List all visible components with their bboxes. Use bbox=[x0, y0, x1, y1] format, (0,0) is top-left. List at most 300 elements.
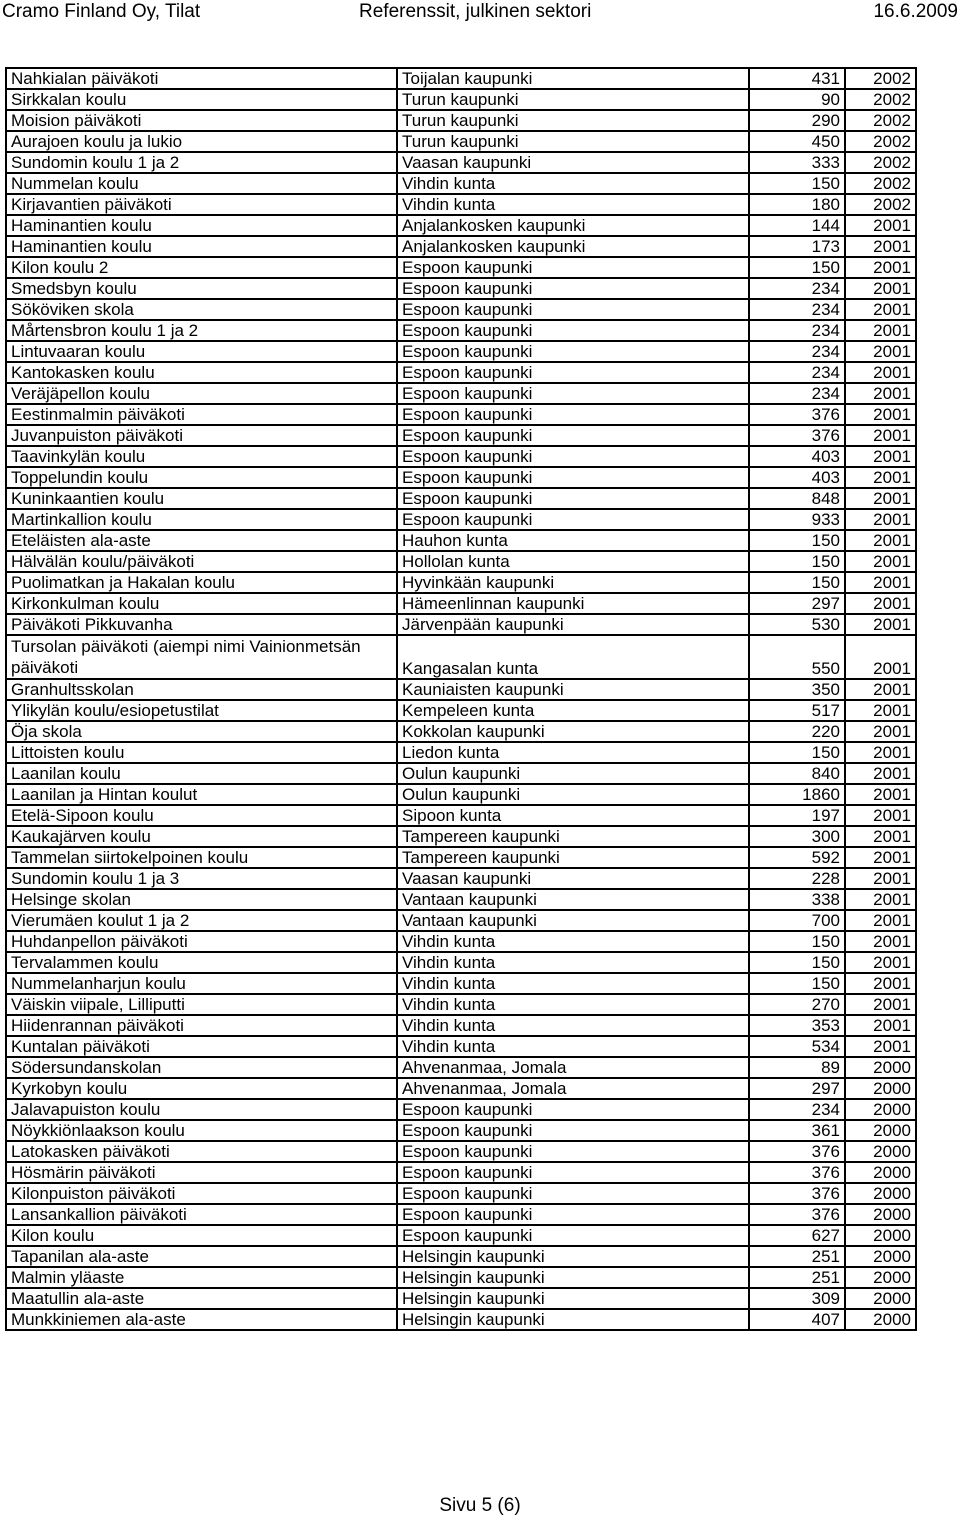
year-cell: 2000 bbox=[845, 1225, 916, 1246]
client-cell: Espoon kaupunki bbox=[397, 278, 749, 299]
client-cell: Tampereen kaupunki bbox=[397, 826, 749, 847]
document-date: 16.6.2009 bbox=[873, 1, 958, 22]
table-row bbox=[6, 1078, 916, 1099]
client-cell: Hauhon kunta bbox=[397, 530, 749, 551]
area-cell: 530 bbox=[749, 614, 845, 635]
year-cell: 2000 bbox=[845, 1246, 916, 1267]
project-name-cell: Södersundanskolan bbox=[6, 1057, 397, 1078]
client-cell: Vihdin kunta bbox=[397, 1036, 749, 1057]
table-row bbox=[6, 826, 916, 847]
area-cell: 150 bbox=[749, 931, 845, 952]
year-cell: 2001 bbox=[845, 700, 916, 721]
year-cell: 2001 bbox=[845, 530, 916, 551]
project-name-cell: Munkkiniemen ala-aste bbox=[6, 1309, 397, 1330]
table-row bbox=[6, 89, 916, 110]
year-cell: 2001 bbox=[845, 868, 916, 889]
area-cell: 251 bbox=[749, 1246, 845, 1267]
area-cell: 592 bbox=[749, 847, 845, 868]
table-row bbox=[6, 467, 916, 488]
area-cell: 234 bbox=[749, 278, 845, 299]
project-name-cell: Sirkkalan koulu bbox=[6, 89, 397, 110]
document-title: Referenssit, julkinen sektori bbox=[359, 1, 592, 22]
table-row bbox=[6, 194, 916, 215]
client-cell: Espoon kaupunki bbox=[397, 362, 749, 383]
client-cell: Helsingin kaupunki bbox=[397, 1309, 749, 1330]
year-cell: 2000 bbox=[845, 1078, 916, 1099]
client-cell: Tampereen kaupunki bbox=[397, 847, 749, 868]
year-cell: 2001 bbox=[845, 215, 916, 236]
table-row bbox=[6, 1015, 916, 1036]
year-cell: 2001 bbox=[845, 910, 916, 931]
area-cell: 251 bbox=[749, 1267, 845, 1288]
client-cell: Oulun kaupunki bbox=[397, 784, 749, 805]
area-cell: 333 bbox=[749, 152, 845, 173]
table-row bbox=[6, 1162, 916, 1183]
table-row bbox=[6, 1288, 916, 1309]
area-cell: 550 bbox=[749, 635, 845, 679]
year-cell: 2000 bbox=[845, 1183, 916, 1204]
project-name-cell: Nöykkiönlaakson koulu bbox=[6, 1120, 397, 1141]
year-cell: 2001 bbox=[845, 341, 916, 362]
project-name-cell: Kyrkobyn koulu bbox=[6, 1078, 397, 1099]
project-name-cell: Jalavapuiston koulu bbox=[6, 1099, 397, 1120]
area-cell: 376 bbox=[749, 425, 845, 446]
project-name-cell: Nummelanharjun koulu bbox=[6, 973, 397, 994]
table-row bbox=[6, 952, 916, 973]
client-cell: Turun kaupunki bbox=[397, 89, 749, 110]
project-name-cell: Laanilan koulu bbox=[6, 763, 397, 784]
project-name-cell: Smedsbyn koulu bbox=[6, 278, 397, 299]
area-cell: 300 bbox=[749, 826, 845, 847]
project-name-cell: Sököviken skola bbox=[6, 299, 397, 320]
project-name-cell: Veräjäpellon koulu bbox=[6, 383, 397, 404]
area-cell: 234 bbox=[749, 1099, 845, 1120]
area-cell: 933 bbox=[749, 509, 845, 530]
table-row bbox=[6, 1057, 916, 1078]
project-name-cell: Kilonpuiston päiväkoti bbox=[6, 1183, 397, 1204]
client-cell: Espoon kaupunki bbox=[397, 488, 749, 509]
client-cell: Hyvinkään kaupunki bbox=[397, 572, 749, 593]
project-name-cell: Kantokasken koulu bbox=[6, 362, 397, 383]
year-cell: 2002 bbox=[845, 110, 916, 131]
client-cell: Kokkolan kaupunki bbox=[397, 721, 749, 742]
area-cell: 180 bbox=[749, 194, 845, 215]
project-name-cell: Lansankallion päiväkoti bbox=[6, 1204, 397, 1225]
client-cell: Espoon kaupunki bbox=[397, 299, 749, 320]
table-row bbox=[6, 1120, 916, 1141]
company-name: Cramo Finland Oy, Tilat bbox=[2, 1, 201, 22]
project-name-cell: Tapanilan ala-aste bbox=[6, 1246, 397, 1267]
client-cell: Turun kaupunki bbox=[397, 110, 749, 131]
project-name-cell: Öja skola bbox=[6, 721, 397, 742]
client-cell: Espoon kaupunki bbox=[397, 257, 749, 278]
year-cell: 2001 bbox=[845, 805, 916, 826]
table-row bbox=[6, 257, 916, 278]
project-name-cell: Hösmärin päiväkoti bbox=[6, 1162, 397, 1183]
project-name-cell: Haminantien koulu bbox=[6, 236, 397, 257]
year-cell: 2000 bbox=[845, 1057, 916, 1078]
client-cell: Espoon kaupunki bbox=[397, 341, 749, 362]
year-cell: 2001 bbox=[845, 404, 916, 425]
area-cell: 353 bbox=[749, 1015, 845, 1036]
area-cell: 534 bbox=[749, 1036, 845, 1057]
area-cell: 220 bbox=[749, 721, 845, 742]
area-cell: 403 bbox=[749, 467, 845, 488]
client-cell: Vaasan kaupunki bbox=[397, 868, 749, 889]
project-name-cell: Kirkonkulman koulu bbox=[6, 593, 397, 614]
table-row bbox=[6, 572, 916, 593]
table-row bbox=[6, 1309, 916, 1330]
area-cell: 338 bbox=[749, 889, 845, 910]
client-cell: Espoon kaupunki bbox=[397, 404, 749, 425]
project-name-cell: Granhultsskolan bbox=[6, 679, 397, 700]
area-cell: 627 bbox=[749, 1225, 845, 1246]
table-row bbox=[6, 530, 916, 551]
client-cell: Espoon kaupunki bbox=[397, 467, 749, 488]
area-cell: 173 bbox=[749, 236, 845, 257]
table-row bbox=[6, 1036, 916, 1057]
area-cell: 290 bbox=[749, 110, 845, 131]
client-cell: Espoon kaupunki bbox=[397, 320, 749, 341]
project-name-cell: Haminantien koulu bbox=[6, 215, 397, 236]
client-cell: Vantaan kaupunki bbox=[397, 910, 749, 931]
area-cell: 150 bbox=[749, 742, 845, 763]
project-name-cell: Littoisten koulu bbox=[6, 742, 397, 763]
area-cell: 150 bbox=[749, 530, 845, 551]
table-row bbox=[6, 1267, 916, 1288]
area-cell: 228 bbox=[749, 868, 845, 889]
table-row bbox=[6, 425, 916, 446]
area-cell: 150 bbox=[749, 952, 845, 973]
area-cell: 150 bbox=[749, 973, 845, 994]
year-cell: 2001 bbox=[845, 614, 916, 635]
project-name-cell: Maatullin ala-aste bbox=[6, 1288, 397, 1309]
project-name-cell: Kuntalan päiväkoti bbox=[6, 1036, 397, 1057]
area-cell: 197 bbox=[749, 805, 845, 826]
area-cell: 450 bbox=[749, 131, 845, 152]
table-row bbox=[6, 236, 916, 257]
area-cell: 270 bbox=[749, 994, 845, 1015]
area-cell: 403 bbox=[749, 446, 845, 467]
client-cell: Espoon kaupunki bbox=[397, 1204, 749, 1225]
table-row bbox=[6, 341, 916, 362]
client-cell: Vihdin kunta bbox=[397, 931, 749, 952]
client-cell: Anjalankosken kaupunki bbox=[397, 236, 749, 257]
project-name-cell: Sundomin koulu 1 ja 2 bbox=[6, 152, 397, 173]
year-cell: 2001 bbox=[845, 299, 916, 320]
year-cell: 2002 bbox=[845, 173, 916, 194]
table-row bbox=[6, 931, 916, 952]
table-row bbox=[6, 173, 916, 194]
client-cell: Espoon kaupunki bbox=[397, 446, 749, 467]
year-cell: 2001 bbox=[845, 572, 916, 593]
client-cell: Turun kaupunki bbox=[397, 131, 749, 152]
table-row bbox=[6, 551, 916, 572]
table-row bbox=[6, 509, 916, 530]
area-cell: 517 bbox=[749, 700, 845, 721]
project-name-cell: Nummelan koulu bbox=[6, 173, 397, 194]
table-row bbox=[6, 152, 916, 173]
project-name-cell: Nahkialan päiväkoti bbox=[6, 68, 397, 89]
table-row bbox=[6, 1225, 916, 1246]
year-cell: 2001 bbox=[845, 383, 916, 404]
year-cell: 2001 bbox=[845, 931, 916, 952]
area-cell: 89 bbox=[749, 1057, 845, 1078]
area-cell: 90 bbox=[749, 89, 845, 110]
project-name-cell: Mårtensbron koulu 1 ja 2 bbox=[6, 320, 397, 341]
area-cell: 234 bbox=[749, 299, 845, 320]
client-cell: Vihdin kunta bbox=[397, 173, 749, 194]
year-cell: 2001 bbox=[845, 467, 916, 488]
year-cell: 2001 bbox=[845, 320, 916, 341]
table-row bbox=[6, 1183, 916, 1204]
client-cell: Ahvenanmaa, Jomala bbox=[397, 1078, 749, 1099]
year-cell: 2001 bbox=[845, 635, 916, 679]
area-cell: 848 bbox=[749, 488, 845, 509]
year-cell: 2000 bbox=[845, 1267, 916, 1288]
area-cell: 234 bbox=[749, 341, 845, 362]
client-cell: Vihdin kunta bbox=[397, 194, 749, 215]
table-row bbox=[6, 593, 916, 614]
table-row bbox=[6, 1204, 916, 1225]
year-cell: 2001 bbox=[845, 362, 916, 383]
table-row bbox=[6, 614, 916, 635]
table-row bbox=[6, 635, 916, 679]
client-cell: Vantaan kaupunki bbox=[397, 889, 749, 910]
reference-table-body bbox=[6, 68, 916, 1330]
project-name-cell: Kirjavantien päiväkoti bbox=[6, 194, 397, 215]
project-name-cell: Eteläisten ala-aste bbox=[6, 530, 397, 551]
table-row bbox=[6, 446, 916, 467]
client-cell: Espoon kaupunki bbox=[397, 1162, 749, 1183]
project-name-cell: Etelä-Sipoon koulu bbox=[6, 805, 397, 826]
table-row bbox=[6, 404, 916, 425]
area-cell: 407 bbox=[749, 1309, 845, 1330]
client-cell: Anjalankosken kaupunki bbox=[397, 215, 749, 236]
project-name-cell: Hiidenrannan päiväkoti bbox=[6, 1015, 397, 1036]
year-cell: 2001 bbox=[845, 425, 916, 446]
year-cell: 2001 bbox=[845, 847, 916, 868]
table-row bbox=[6, 68, 916, 89]
year-cell: 2001 bbox=[845, 551, 916, 572]
project-name-cell: Kilon koulu bbox=[6, 1225, 397, 1246]
year-cell: 2001 bbox=[845, 889, 916, 910]
year-cell: 2001 bbox=[845, 994, 916, 1015]
client-cell: Vihdin kunta bbox=[397, 1015, 749, 1036]
client-cell: Oulun kaupunki bbox=[397, 763, 749, 784]
year-cell: 2001 bbox=[845, 742, 916, 763]
project-name-cell: Laanilan ja Hintan koulut bbox=[6, 784, 397, 805]
project-name-cell: Latokasken päiväkoti bbox=[6, 1141, 397, 1162]
year-cell: 2001 bbox=[845, 784, 916, 805]
year-cell: 2001 bbox=[845, 593, 916, 614]
client-cell: Espoon kaupunki bbox=[397, 509, 749, 530]
table-row bbox=[6, 889, 916, 910]
client-cell: Toijalan kaupunki bbox=[397, 68, 749, 89]
area-cell: 297 bbox=[749, 593, 845, 614]
table-row bbox=[6, 320, 916, 341]
year-cell: 2001 bbox=[845, 446, 916, 467]
year-cell: 2001 bbox=[845, 973, 916, 994]
project-name-cell: Lintuvaaran koulu bbox=[6, 341, 397, 362]
area-cell: 150 bbox=[749, 173, 845, 194]
area-cell: 376 bbox=[749, 1204, 845, 1225]
year-cell: 2000 bbox=[845, 1099, 916, 1120]
project-name-cell: Aurajoen koulu ja lukio bbox=[6, 131, 397, 152]
project-name-cell: Tursolan päiväkoti (aiempi nimi Vainionmetsän päiväkoti bbox=[6, 635, 397, 679]
client-cell: Espoon kaupunki bbox=[397, 1225, 749, 1246]
client-cell: Espoon kaupunki bbox=[397, 1141, 749, 1162]
project-name-cell: Tervalammen koulu bbox=[6, 952, 397, 973]
area-cell: 1860 bbox=[749, 784, 845, 805]
area-cell: 297 bbox=[749, 1078, 845, 1099]
client-cell: Helsingin kaupunki bbox=[397, 1288, 749, 1309]
project-name-cell: Martinkallion koulu bbox=[6, 509, 397, 530]
table-row bbox=[6, 994, 916, 1015]
table-row bbox=[6, 700, 916, 721]
client-cell: Helsingin kaupunki bbox=[397, 1267, 749, 1288]
table-row bbox=[6, 721, 916, 742]
project-name-cell: Kaukajärven koulu bbox=[6, 826, 397, 847]
page-header bbox=[0, 0, 960, 26]
year-cell: 2000 bbox=[845, 1162, 916, 1183]
table-row bbox=[6, 763, 916, 784]
project-name-cell: Vierumäen koulut 1 ja 2 bbox=[6, 910, 397, 931]
year-cell: 2001 bbox=[845, 763, 916, 784]
project-name-cell: Malmin yläaste bbox=[6, 1267, 397, 1288]
client-cell: Hämeenlinnan kaupunki bbox=[397, 593, 749, 614]
area-cell: 150 bbox=[749, 257, 845, 278]
year-cell: 2001 bbox=[845, 679, 916, 700]
client-cell: Hollolan kunta bbox=[397, 551, 749, 572]
project-name-cell: Huhdanpellon päiväkoti bbox=[6, 931, 397, 952]
year-cell: 2000 bbox=[845, 1309, 916, 1330]
table-row bbox=[6, 910, 916, 931]
year-cell: 2001 bbox=[845, 1036, 916, 1057]
year-cell: 2000 bbox=[845, 1120, 916, 1141]
table-row bbox=[6, 278, 916, 299]
client-cell: Järvenpään kaupunki bbox=[397, 614, 749, 635]
year-cell: 2002 bbox=[845, 152, 916, 173]
area-cell: 700 bbox=[749, 910, 845, 931]
client-cell: Espoon kaupunki bbox=[397, 1099, 749, 1120]
table-row bbox=[6, 679, 916, 700]
client-cell: Espoon kaupunki bbox=[397, 1183, 749, 1204]
area-cell: 144 bbox=[749, 215, 845, 236]
client-cell: Vihdin kunta bbox=[397, 952, 749, 973]
year-cell: 2002 bbox=[845, 194, 916, 215]
area-cell: 361 bbox=[749, 1120, 845, 1141]
table-row bbox=[6, 215, 916, 236]
table-row bbox=[6, 868, 916, 889]
project-name-cell: Kilon koulu 2 bbox=[6, 257, 397, 278]
year-cell: 2001 bbox=[845, 952, 916, 973]
client-cell: Espoon kaupunki bbox=[397, 1120, 749, 1141]
area-cell: 309 bbox=[749, 1288, 845, 1309]
project-name-cell: Eestinmalmin päiväkoti bbox=[6, 404, 397, 425]
table-row bbox=[6, 1099, 916, 1120]
year-cell: 2001 bbox=[845, 509, 916, 530]
year-cell: 2001 bbox=[845, 488, 916, 509]
reference-table bbox=[5, 67, 917, 1331]
area-cell: 376 bbox=[749, 1162, 845, 1183]
year-cell: 2000 bbox=[845, 1204, 916, 1225]
year-cell: 2001 bbox=[845, 236, 916, 257]
table-row bbox=[6, 131, 916, 152]
table-row bbox=[6, 383, 916, 404]
project-name-cell: Juvanpuiston päiväkoti bbox=[6, 425, 397, 446]
client-cell: Kangasalan kunta bbox=[397, 635, 749, 679]
table-row bbox=[6, 1246, 916, 1267]
year-cell: 2001 bbox=[845, 257, 916, 278]
project-name-cell: Puolimatkan ja Hakalan koulu bbox=[6, 572, 397, 593]
area-cell: 376 bbox=[749, 1141, 845, 1162]
year-cell: 2000 bbox=[845, 1141, 916, 1162]
table-row bbox=[6, 784, 916, 805]
table-row bbox=[6, 973, 916, 994]
client-cell: Kauniaisten kaupunki bbox=[397, 679, 749, 700]
project-name-cell: Ylikylän koulu/esiopetustilat bbox=[6, 700, 397, 721]
client-cell: Kempeleen kunta bbox=[397, 700, 749, 721]
year-cell: 2001 bbox=[845, 721, 916, 742]
client-cell: Espoon kaupunki bbox=[397, 383, 749, 404]
year-cell: 2001 bbox=[845, 1015, 916, 1036]
project-name-cell: Helsinge skolan bbox=[6, 889, 397, 910]
page-number: Sivu 5 (6) bbox=[439, 1495, 521, 1516]
project-name-cell: Kuninkaantien koulu bbox=[6, 488, 397, 509]
table-row bbox=[6, 1141, 916, 1162]
client-cell: Liedon kunta bbox=[397, 742, 749, 763]
client-cell: Sipoon kunta bbox=[397, 805, 749, 826]
year-cell: 2000 bbox=[845, 1288, 916, 1309]
project-name-cell: Tammelan siirtokelpoinen koulu bbox=[6, 847, 397, 868]
table-row bbox=[6, 805, 916, 826]
project-name-cell: Päiväkoti Pikkuvanha bbox=[6, 614, 397, 635]
year-cell: 2002 bbox=[845, 68, 916, 89]
area-cell: 234 bbox=[749, 362, 845, 383]
project-name-cell: Hälvälän koulu/päiväkoti bbox=[6, 551, 397, 572]
table-row bbox=[6, 488, 916, 509]
table-row bbox=[6, 847, 916, 868]
year-cell: 2002 bbox=[845, 131, 916, 152]
area-cell: 234 bbox=[749, 383, 845, 404]
area-cell: 350 bbox=[749, 679, 845, 700]
table-row bbox=[6, 110, 916, 131]
table-row bbox=[6, 362, 916, 383]
area-cell: 376 bbox=[749, 1183, 845, 1204]
project-name-cell: Moision päiväkoti bbox=[6, 110, 397, 131]
project-name-cell: Väiskin viipale, Lilliputti bbox=[6, 994, 397, 1015]
project-name-cell: Taavinkylän koulu bbox=[6, 446, 397, 467]
project-name-cell: Toppelundin koulu bbox=[6, 467, 397, 488]
year-cell: 2002 bbox=[845, 89, 916, 110]
area-cell: 376 bbox=[749, 404, 845, 425]
client-cell: Ahvenanmaa, Jomala bbox=[397, 1057, 749, 1078]
client-cell: Vihdin kunta bbox=[397, 973, 749, 994]
client-cell: Vaasan kaupunki bbox=[397, 152, 749, 173]
area-cell: 840 bbox=[749, 763, 845, 784]
area-cell: 234 bbox=[749, 320, 845, 341]
table-row bbox=[6, 742, 916, 763]
client-cell: Espoon kaupunki bbox=[397, 425, 749, 446]
year-cell: 2001 bbox=[845, 826, 916, 847]
area-cell: 150 bbox=[749, 551, 845, 572]
area-cell: 431 bbox=[749, 68, 845, 89]
area-cell: 150 bbox=[749, 572, 845, 593]
year-cell: 2001 bbox=[845, 278, 916, 299]
client-cell: Helsingin kaupunki bbox=[397, 1246, 749, 1267]
project-name-cell: Sundomin koulu 1 ja 3 bbox=[6, 868, 397, 889]
